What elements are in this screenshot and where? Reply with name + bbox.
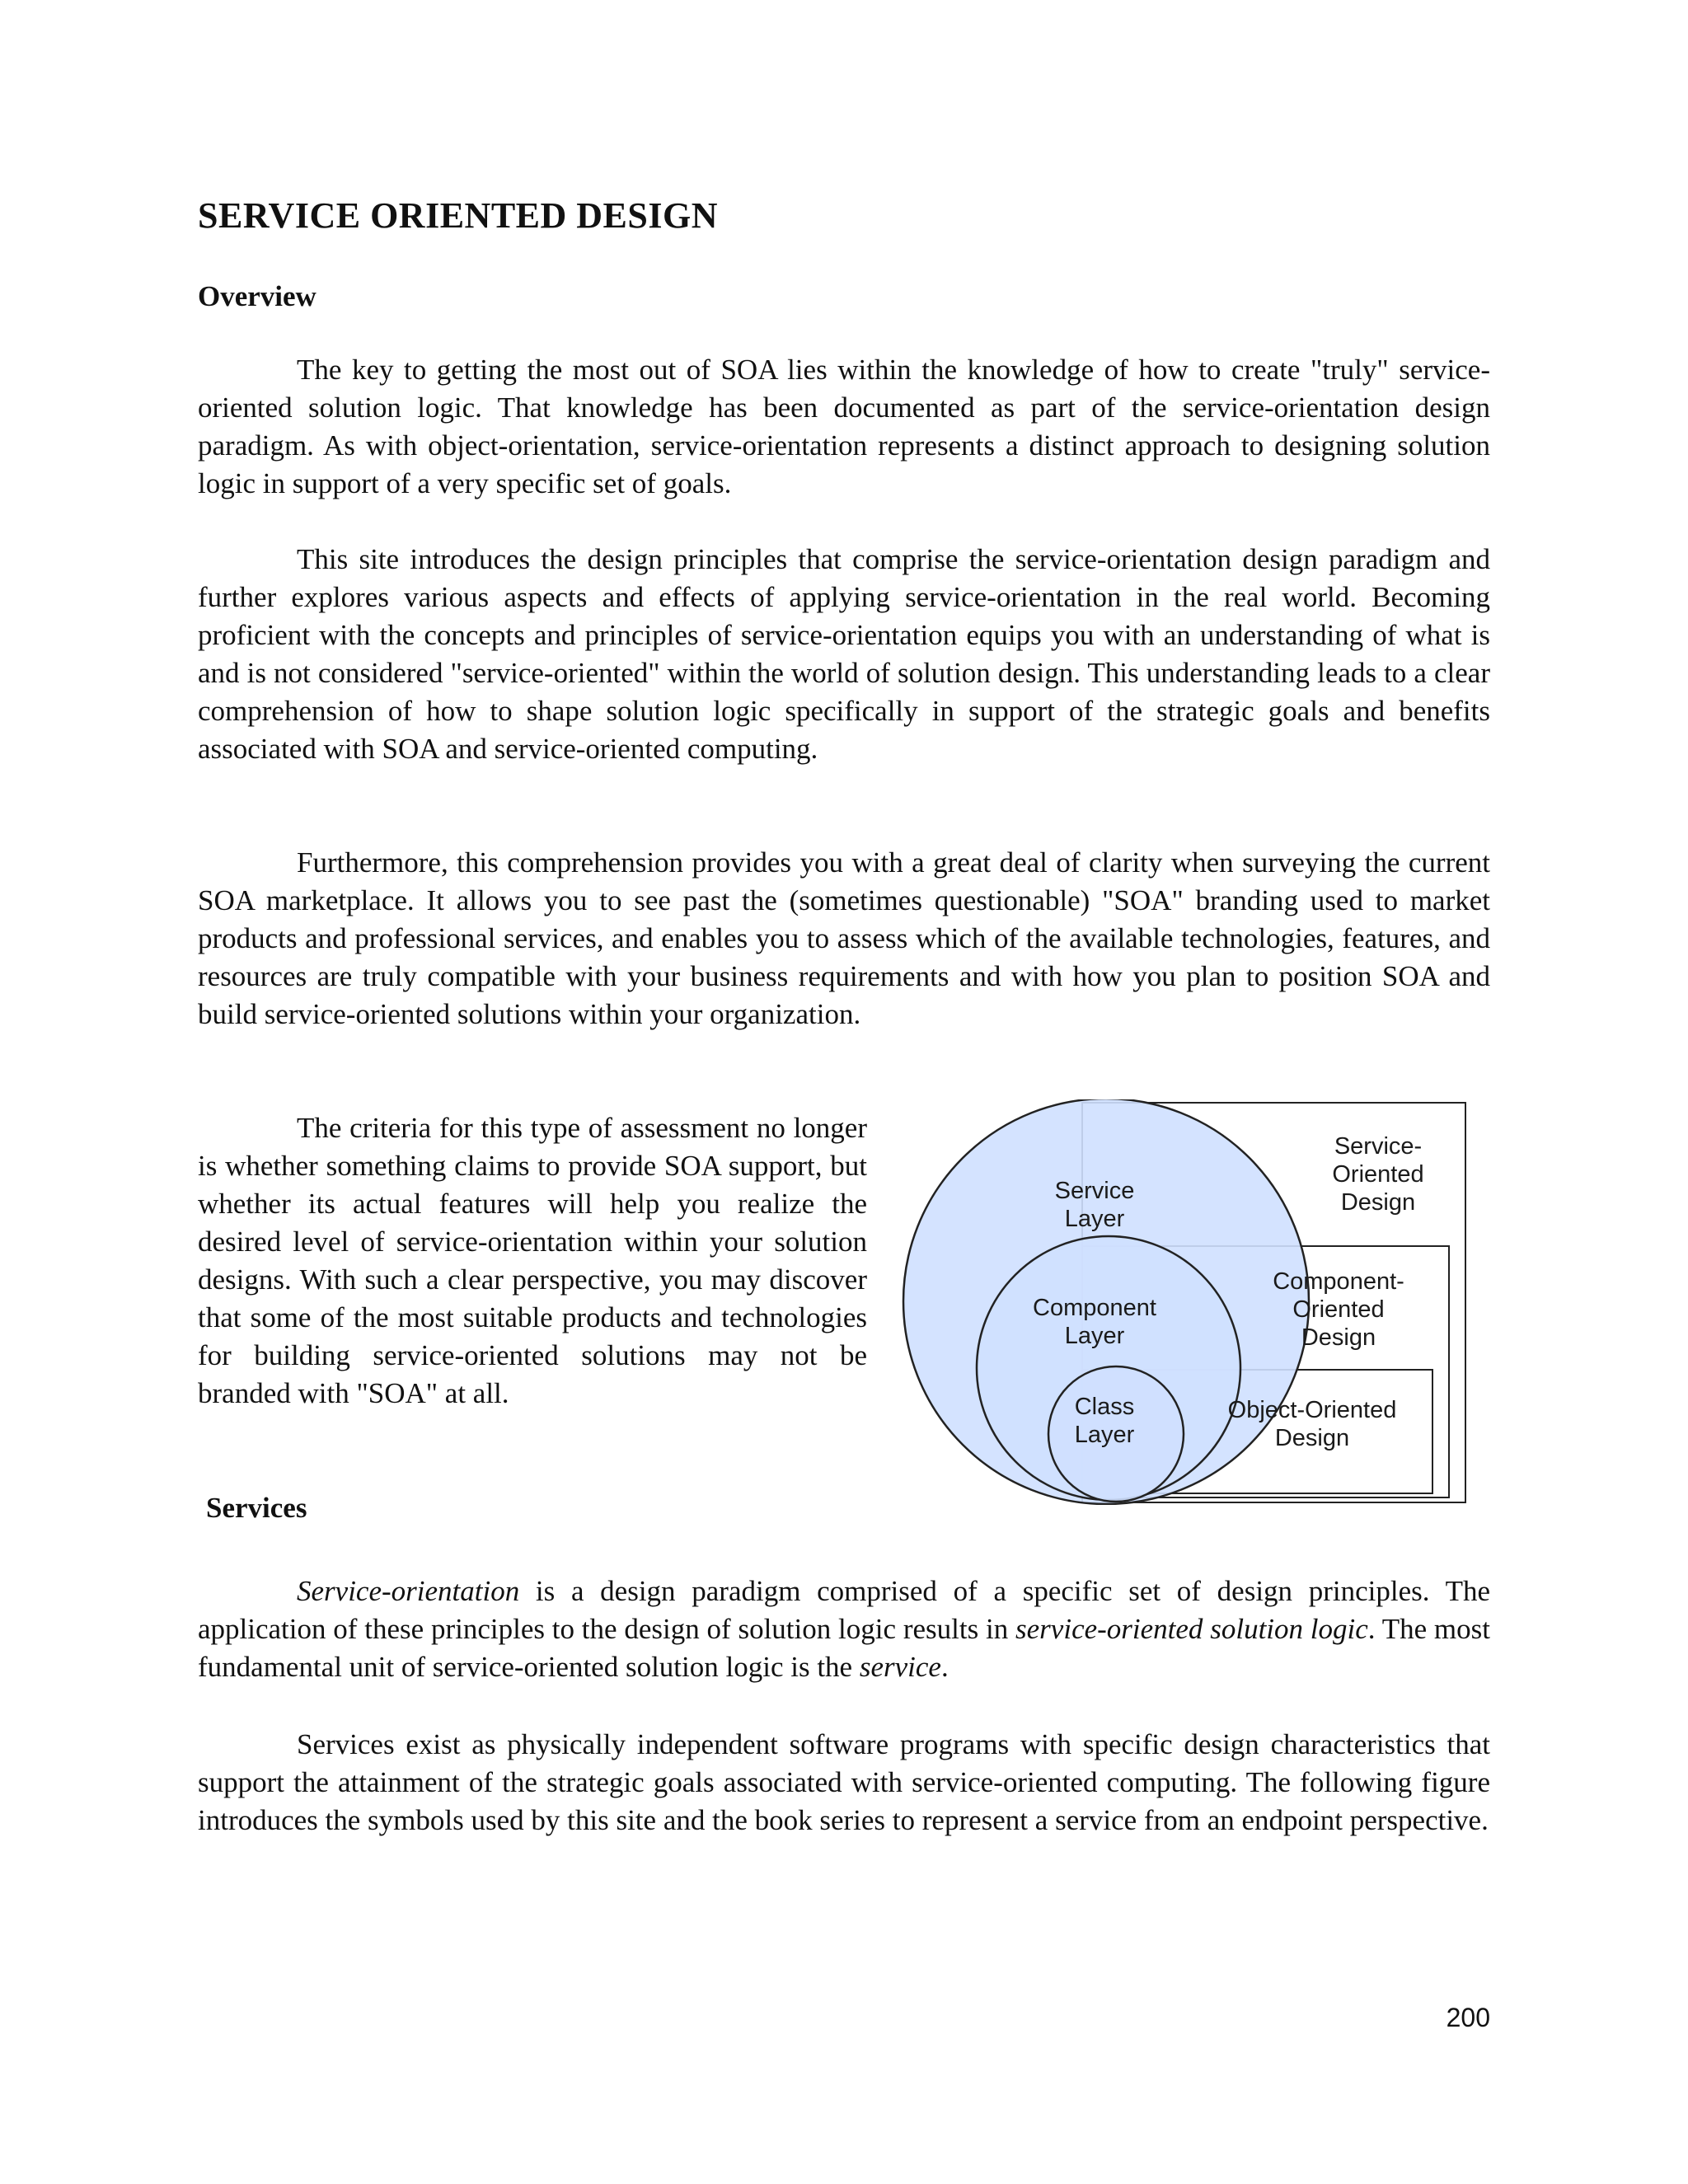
italic-service: service xyxy=(859,1651,941,1683)
italic-service-oriented-solution-logic: service-oriented solution logic xyxy=(1015,1613,1368,1645)
overview-paragraph-2: This site introduces the design principles that comprise the service-orientation design paradigm and further explores various aspects and effects of applying service-orientation in the real world. Becoming proficient with the concepts and principles of service-orientation equips you with an understanding of what is and is not considered "service-oriented" within the world of solution design. This understanding leads to a clear comprehension of how to shape solution logic specifically in support of the strategic goals and benefits associated with SOA and service-oriented computing. xyxy=(198,543,1490,765)
services-paragraph-1-text-b: . The most fundamental unit of service-oriented solution logic is the xyxy=(198,1613,1490,1683)
class-layer-label-line1: Class xyxy=(1074,1394,1135,1420)
class-layer-label-line2: Layer xyxy=(1074,1422,1135,1448)
component-layer-label-line1: Component xyxy=(1033,1295,1156,1321)
overview-paragraph-1: The key to getting the most out of SOA lies within the knowledge of how to create "truly" service-oriented solution logic. That knowledge has been documented as part of the service-orientation design paradigm. As with object-orientation, service-orientation represents a distinct approach to designing solution logic in support of a very specific set of goals. xyxy=(198,354,1490,499)
service-layer-label-line1: Service xyxy=(1054,1178,1135,1204)
service-oriented-design-label-line2: Oriented xyxy=(1332,1161,1424,1188)
service-oriented-design-label-line1: Service- xyxy=(1334,1133,1423,1160)
design-layers-diagram xyxy=(889,1099,1469,1505)
overview-heading: Overview xyxy=(198,280,316,312)
object-oriented-design-label-line1: Object-Oriented xyxy=(1227,1397,1397,1423)
services-paragraph-1-text-c: . xyxy=(940,1651,949,1683)
overview-paragraph-3: Furthermore, this comprehension provides you with a great deal of clarity when surveying the current SOA marketplace. It allows you to see past the (sometimes questionable) "SOA" branding used to market products and professional services, and enables you to assess which of the available technologies, features, and resources are truly compatible with your business requirements and with how you plan to position SOA and build service-oriented solutions within your organization. xyxy=(198,846,1490,1030)
component-oriented-design-label-line1: Component- xyxy=(1273,1268,1404,1295)
document-title: SERVICE ORIENTED DESIGN xyxy=(198,195,719,236)
overview-paragraph-4: The criteria for this type of assessment no longer is whether something claims to provide SOA support, but whether its actual features will help you realize the desired level of service-orientation within your solution designs. With such a clear perspective, you may discover that some of the most suitable products and technologies for building service-oriented solutions may not be branded with "SOA" at all. xyxy=(198,1112,867,1409)
component-oriented-design-label-line2: Oriented xyxy=(1292,1296,1385,1323)
italic-service-orientation: Service-orientation xyxy=(297,1575,520,1607)
services-paragraph-1-text-a: is a design paradigm comprised of a specific set of design principles. The application of these principles to the design of solution logic results in xyxy=(198,1575,1490,1645)
service-layer-label-line2: Layer xyxy=(1064,1206,1125,1232)
component-oriented-design-label-line3: Design xyxy=(1301,1324,1376,1351)
service-oriented-design-label-line3: Design xyxy=(1340,1189,1416,1216)
object-oriented-design-label-line2: Design xyxy=(1274,1425,1350,1451)
component-layer-label-line2: Layer xyxy=(1064,1323,1125,1349)
page-number: 200 xyxy=(1446,2003,1490,2032)
services-paragraph-1 xyxy=(198,1572,1490,1686)
services-paragraph-2: Services exist as physically independent software programs with specific design characteristics that support the attainment of the strategic goals associated with service-oriented computing. The following figure introduces the symbols used by this site and the book series to represent a service from an endpoint perspective. xyxy=(198,1728,1490,1836)
services-heading: Services xyxy=(206,1492,307,1524)
